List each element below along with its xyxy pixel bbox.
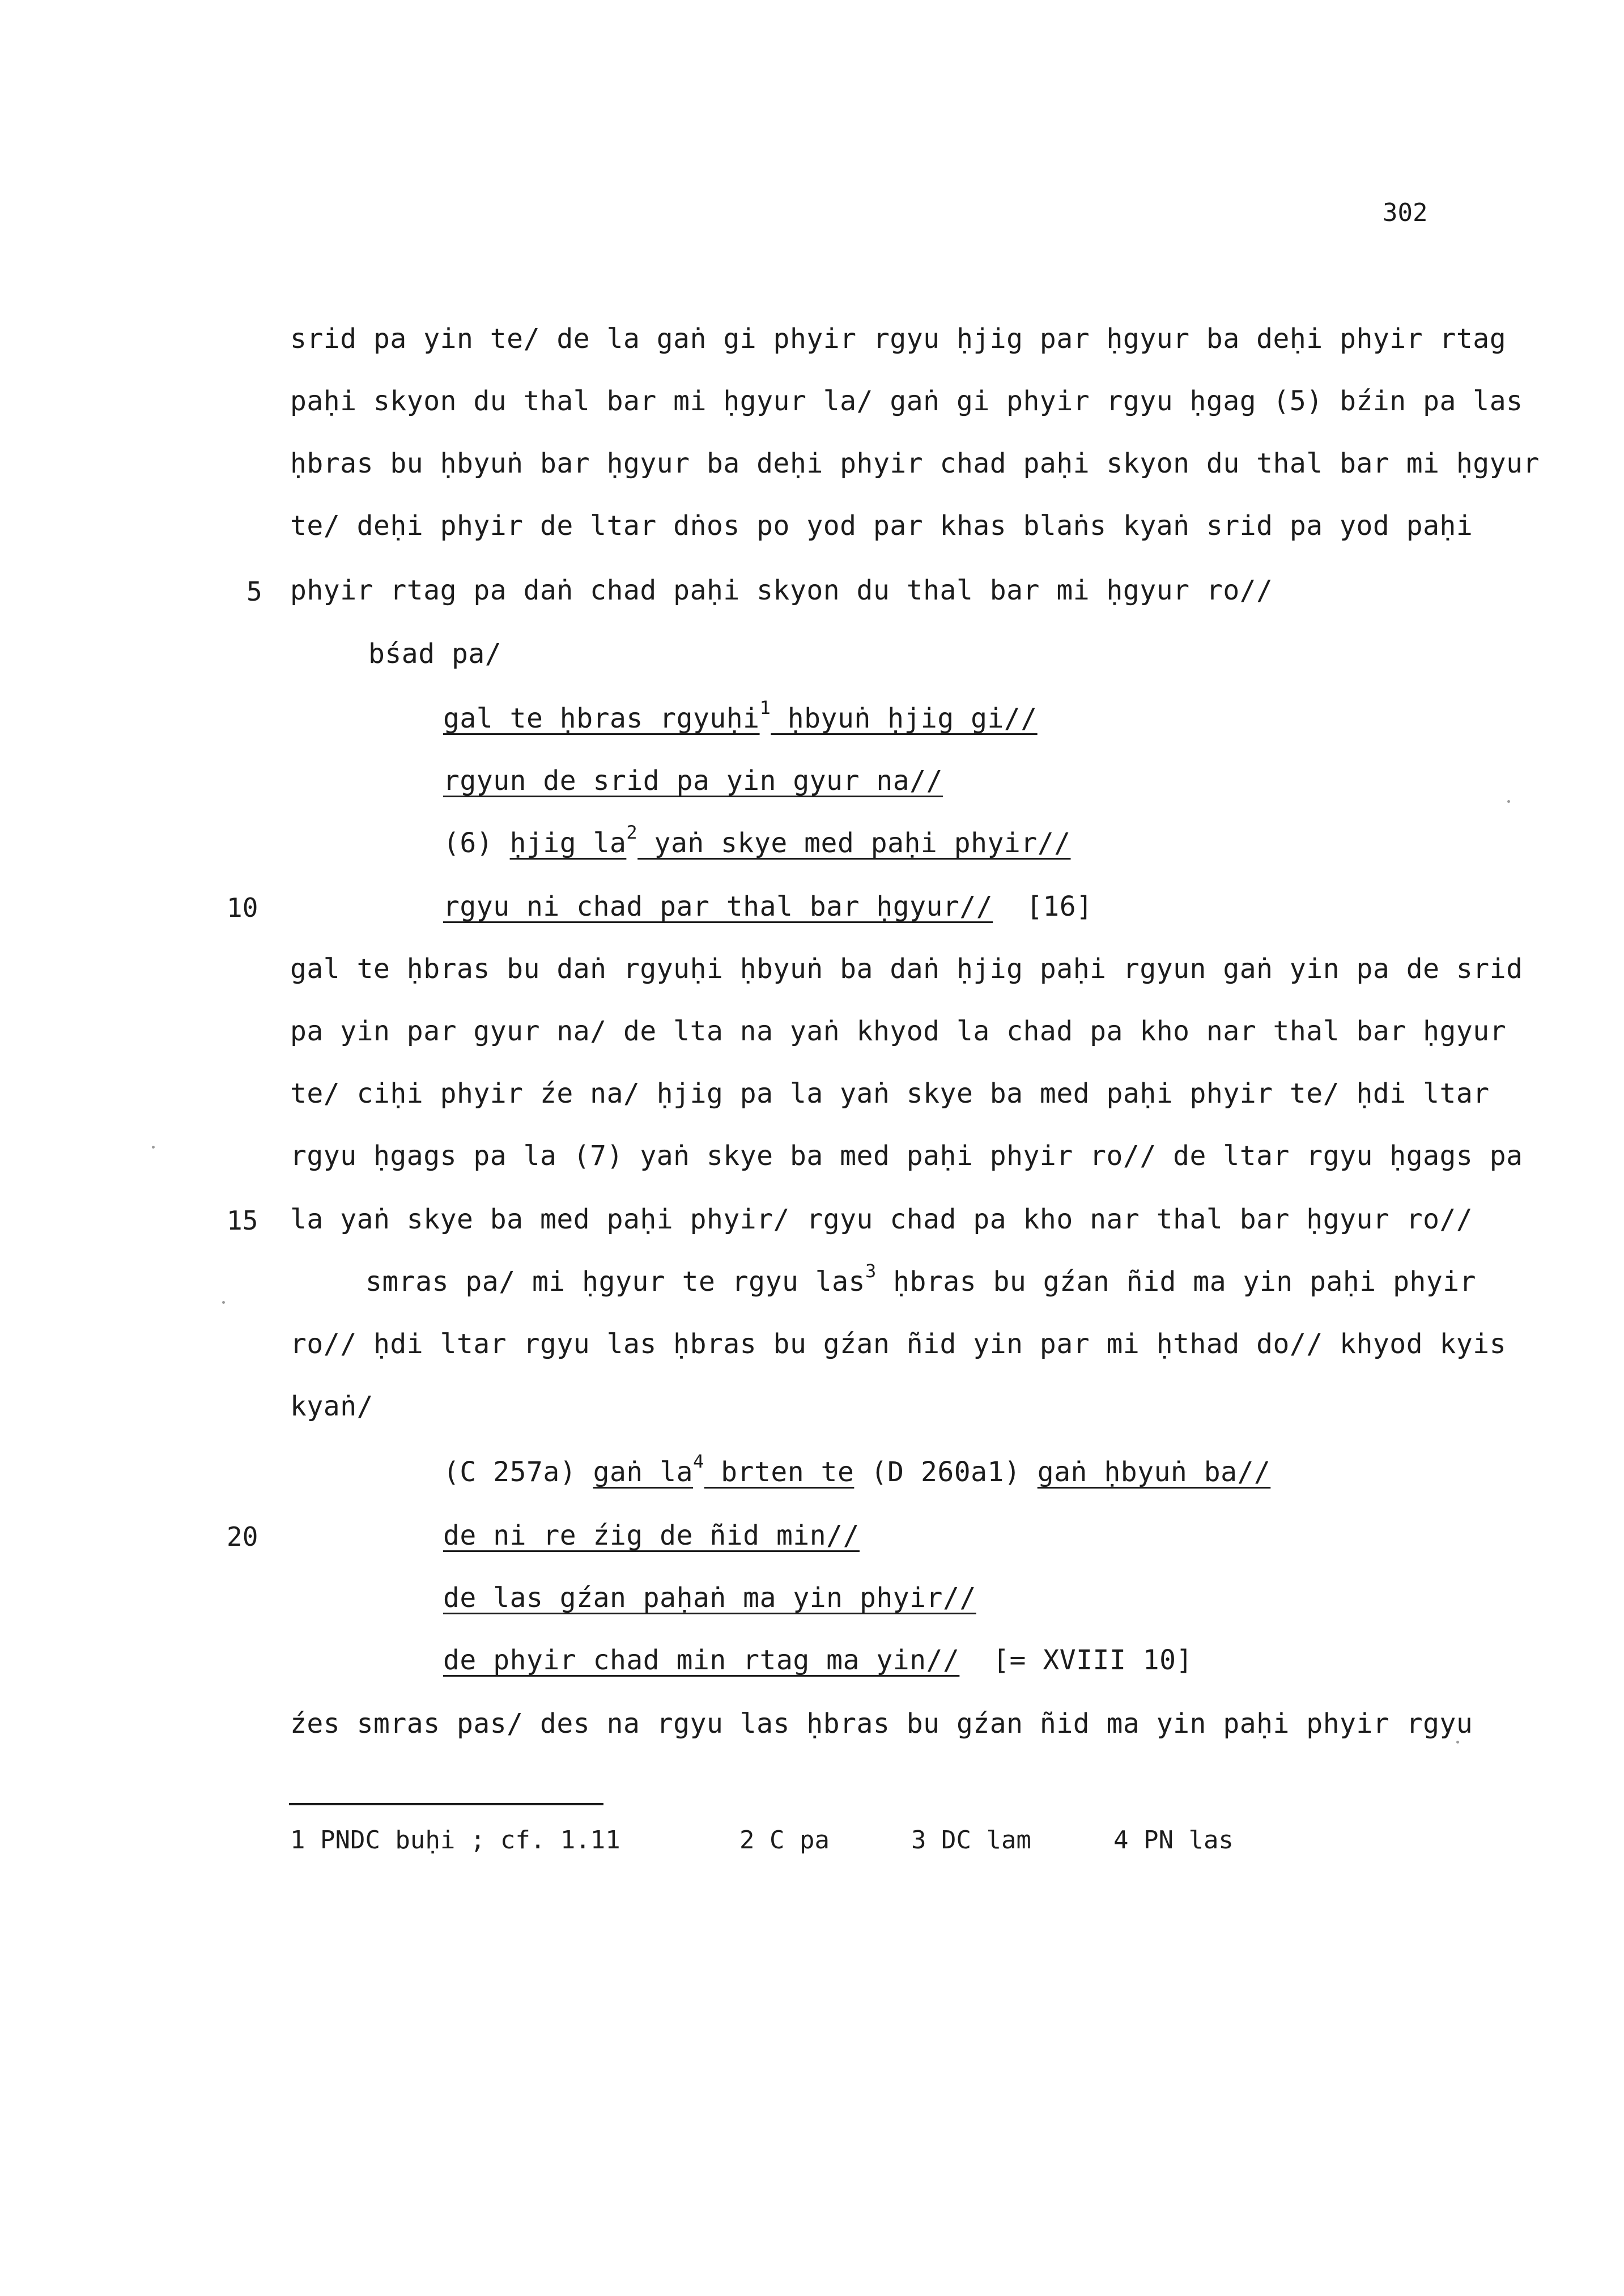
- footnote: 2 C pa: [739, 1826, 830, 1855]
- footnote-rule: [289, 1803, 603, 1805]
- verse-line: [443, 1451, 1271, 1489]
- footnote-marker: 4: [692, 1451, 704, 1472]
- verse-line: [443, 764, 943, 798]
- verse-line: [443, 1643, 1193, 1677]
- text-line: te/ ciḥi phyir źe na/ ḥjig pa la yaṅ skye ba med paḥi phyir te/ ḥdi ltar: [290, 1078, 1490, 1109]
- text-line: srid pa yin te/ de la gaṅ gi phyir rgyu ḥjig par ḥgyur ba deḥi phyir rtag: [290, 323, 1507, 355]
- verse-text: de phyir chad min rtag ma yin//: [443, 1644, 960, 1676]
- footnote: 1 PNDC buḥi ; cf. 1.11: [290, 1826, 620, 1855]
- text-line: phyir rtag pa daṅ chad paḥi skyon du thal bar mi ḥgyur ro//: [290, 575, 1273, 606]
- folio-marker: (6): [443, 827, 510, 859]
- verse-reference: [16]: [1026, 891, 1093, 922]
- verse-text: de ni re źig de ñid min//: [443, 1520, 860, 1551]
- footnote-marker: 1: [759, 697, 771, 718]
- text-line: la yaṅ skye ba med paḥi phyir/ rgyu chad pa kho nar thal bar ḥgyur ro//: [290, 1204, 1473, 1235]
- text-line: paḥi skyon du thal bar mi ḥgyur la/ gaṅ gi phyir rgyu ḥgag (5) bźin pa las: [290, 385, 1523, 417]
- text-line: [365, 1260, 1477, 1299]
- verse-text: rgyu ni chad par thal bar ḥgyur//: [443, 891, 993, 922]
- footnote: 3 DC lam: [911, 1826, 1031, 1855]
- verse-text: gaṅ la: [593, 1456, 693, 1488]
- text-line: pa yin par gyur na/ de lta na yaṅ khyod la chad pa kho nar thal bar ḥgyur: [290, 1015, 1507, 1047]
- text-line: ḥbras bu ḥbyuṅ bar ḥgyur ba deḥi phyir chad paḥi skyon du thal bar mi ḥgyur: [290, 448, 1540, 479]
- text-line: kyaṅ/: [290, 1391, 373, 1422]
- text-line: rgyu ḥgags pa la (7) yaṅ skye ba med paḥi phyir ro// de ltar rgyu ḥgags pa: [290, 1140, 1523, 1172]
- verse-line: [443, 697, 1038, 735]
- text-line: gal te ḥbras bu daṅ rgyuḥi ḥbyuṅ ba daṅ ḥjig paḥi rgyun gaṅ yin pa de srid: [290, 953, 1523, 985]
- folio-marker: (C 257a): [443, 1456, 593, 1488]
- verse-reference: [= XVIII 10]: [993, 1644, 1193, 1676]
- line-number: 20: [227, 1521, 258, 1552]
- scan-speck: [1507, 800, 1510, 803]
- footnote-marker: 2: [626, 822, 638, 843]
- verse-text: de las gźan paḥaṅ ma yin phyir//: [443, 1582, 976, 1614]
- verse-text: rgyun de srid pa yin gyur na//: [443, 765, 943, 797]
- scan-speck: [152, 1146, 155, 1149]
- verse-text: ḥbyuṅ ḥjig gi//: [771, 703, 1038, 734]
- line-number: 5: [246, 576, 262, 607]
- verse-line: [443, 890, 1093, 924]
- line-number: 15: [227, 1205, 258, 1236]
- verse-text: ḥjig la: [509, 827, 627, 859]
- text-line: bśad pa/: [368, 638, 502, 670]
- footnote-marker: 3: [865, 1260, 877, 1282]
- folio-marker: (D 260a1): [854, 1456, 1038, 1488]
- text-line: ro// ḥdi ltar rgyu las ḥbras bu gźan ñid yin par mi ḥthad do// khyod kyis: [290, 1328, 1507, 1360]
- footnote: 4 PN las: [1113, 1826, 1234, 1855]
- text-line: źes smras pas/ des na rgyu las ḥbras bu gźan ñid ma yin paḥi phyir rgyu: [290, 1708, 1473, 1740]
- line-number: 10: [227, 892, 258, 923]
- verse-text: brten te: [704, 1456, 854, 1488]
- scan-speck: [222, 1301, 225, 1304]
- scan-speck: [1456, 1741, 1459, 1744]
- verse-text: yaṅ skye med paḥi phyir//: [637, 827, 1071, 859]
- text-line: te/ deḥi phyir de ltar dṅos po yod par khas blaṅs kyaṅ srid pa yod paḥi: [290, 510, 1473, 542]
- verse-line: [443, 1519, 860, 1553]
- verse-line: [443, 1581, 976, 1615]
- text-span: ḥbras bu gźan ñid ma yin paḥi phyir: [876, 1266, 1477, 1298]
- verse-text: gaṅ ḥbyuṅ ba//: [1037, 1456, 1271, 1488]
- page-number: 302: [1383, 198, 1428, 227]
- verse-text: gal te ḥbras rgyuḥi: [443, 703, 760, 734]
- text-span: smras pa/ mi ḥgyur te rgyu las: [365, 1266, 865, 1298]
- verse-line: [443, 822, 1071, 860]
